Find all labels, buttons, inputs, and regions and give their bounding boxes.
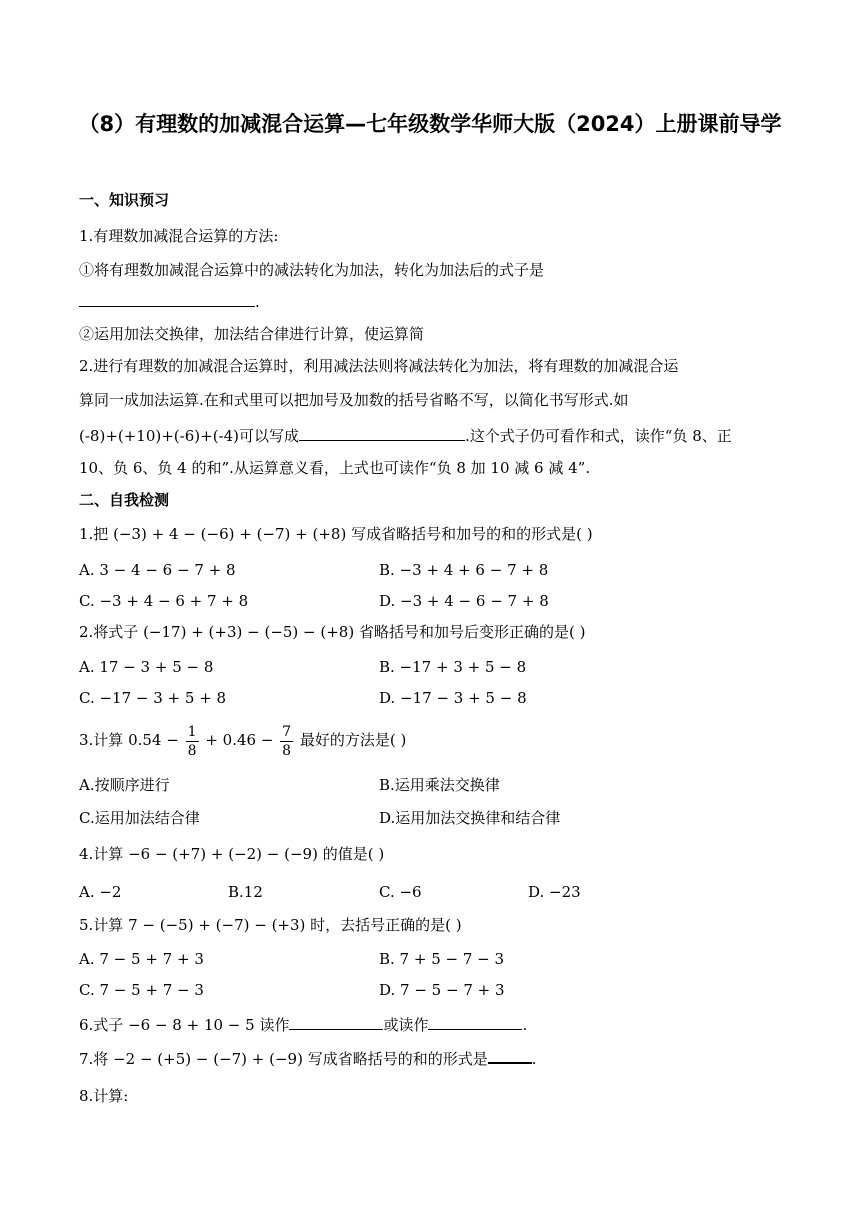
question-1-option-a[interactable]: A. 3 − 4 − 6 − 7 + 8 (79, 561, 236, 579)
question-7-stem (79, 1048, 537, 1069)
question-5-option-a[interactable]: A. 7 − 5 + 7 + 3 (79, 950, 204, 968)
question-1-option-d[interactable]: D. −3 + 4 − 6 − 7 + 8 (379, 592, 549, 610)
question-2-stem: 2.将式子 (−17) + (+3) − (−5) − (+8) 省略括号和加号后变形正确的是( ) (79, 623, 586, 641)
stem-part: 6.式子 −6 − 8 + 10 − 5 读作 (79, 1016, 290, 1034)
numerator: 7 (282, 723, 292, 740)
question-2-option-d[interactable]: D. −17 − 3 + 5 − 8 (379, 689, 527, 707)
answer-blank[interactable] (299, 424, 465, 441)
expression-text: (-8)+(+10)+(-6)+(-4)可以写成 (79, 427, 300, 445)
question-5-option-b[interactable]: B. 7 + 5 − 7 − 3 (379, 950, 505, 968)
question-3-option-c[interactable]: C.运用加法结合律 (79, 809, 200, 827)
paragraph-2-line-3 (79, 424, 732, 446)
document-title: （8）有理数的加减混合运算—七年级数学华师大版（2024）上册课前导学 (78, 112, 782, 136)
question-1-option-c[interactable]: C. −3 + 4 − 6 + 7 + 8 (79, 592, 249, 610)
period: . (255, 293, 260, 311)
stem-part: 或读作 (383, 1016, 429, 1034)
fraction-seven-eighths (280, 725, 293, 758)
question-2-option-a[interactable]: A. 17 − 3 + 5 − 8 (79, 658, 214, 676)
question-3-option-a[interactable]: A.按顺序进行 (79, 776, 170, 794)
fraction-one-eighth (186, 725, 199, 758)
question-6-stem (79, 1013, 527, 1035)
period: . (531, 1050, 537, 1068)
question-4-option-d[interactable]: D. −23 (528, 883, 581, 901)
stem-part: 3.计算 0.54 − (79, 731, 179, 749)
fill-blank-line (79, 290, 260, 312)
question-5-stem: 5.计算 7 − (−5) + (−7) − (+3) 时，去括号正确的是( ) (79, 916, 462, 934)
question-8-stem: 8.计算: (79, 1087, 129, 1105)
question-3-stem (79, 720, 406, 760)
denominator: 8 (187, 742, 197, 759)
paragraph-2-line-4: 10、负 6、负 4 的和”.从运算意义看，上式也可读作“负 8 加 10 减 6 减 4”. (79, 459, 591, 477)
section-heading-self-test: 二、自我检测 (79, 491, 170, 509)
answer-blank[interactable] (79, 290, 255, 307)
question-4-stem: 4.计算 −6 − (+7) + (−2) − (−9) 的值是( ) (79, 845, 385, 863)
question-4-option-a[interactable]: A. −2 (79, 883, 122, 901)
stem-part: + 0.46 − (205, 731, 274, 749)
reading-text: .这个式子仍可看作和式，读作“负 8、正 (465, 427, 732, 445)
question-1-stem: 1.把 (−3) + 4 − (−6) + (−7) + (+8) 写成省略括号和加号的和的形式是( ) (79, 525, 593, 543)
question-1-option-b[interactable]: B. −3 + 4 + 6 − 7 + 8 (379, 561, 549, 579)
question-4-option-c[interactable]: C. −6 (379, 883, 422, 901)
question-4-option-b[interactable]: B.12 (228, 883, 263, 901)
answer-blank[interactable] (289, 1013, 383, 1030)
question-3-option-d[interactable]: D.运用加法交换律和结合律 (379, 809, 561, 827)
question-2-option-c[interactable]: C. −17 − 3 + 5 + 8 (79, 689, 227, 707)
question-5-option-d[interactable]: D. 7 − 5 − 7 + 3 (379, 981, 505, 999)
question-3-option-b[interactable]: B.运用乘法交换律 (379, 776, 500, 794)
paragraph-2-line-1: 2.进行有理数的加减混合运算时，利用减法法则将减法转化为加法，将有理数的加减混合运 (79, 357, 679, 375)
period: . (522, 1016, 528, 1034)
stem-part: 7.将 −2 − (+5) − (−7) + (−9) 写成省略括号的和的形式是 (79, 1050, 488, 1068)
section-heading-preview: 一、知识预习 (79, 191, 170, 209)
paragraph-method-title: 1.有理数加减混合运算的方法: (79, 227, 279, 245)
paragraph-step-2: ②运用加法交换律，加法结合律进行计算，使运算简 (79, 325, 425, 343)
paragraph-step-1: ①将有理数加减混合运算中的减法转化为加法，转化为加法后的式子是 (79, 261, 545, 279)
answer-blank[interactable] (488, 1048, 532, 1064)
numerator: 1 (187, 723, 197, 740)
stem-part: 最好的方法是( ) (299, 731, 407, 749)
question-2-option-b[interactable]: B. −17 + 3 + 5 − 8 (379, 658, 527, 676)
paragraph-2-line-2: 算同一成加法运算.在和式里可以把加号及加数的括号省略不写，以简化书写形式.如 (79, 391, 629, 409)
question-5-option-c[interactable]: C. 7 − 5 + 7 − 3 (79, 981, 204, 999)
denominator: 8 (282, 742, 292, 759)
answer-blank[interactable] (428, 1013, 522, 1030)
